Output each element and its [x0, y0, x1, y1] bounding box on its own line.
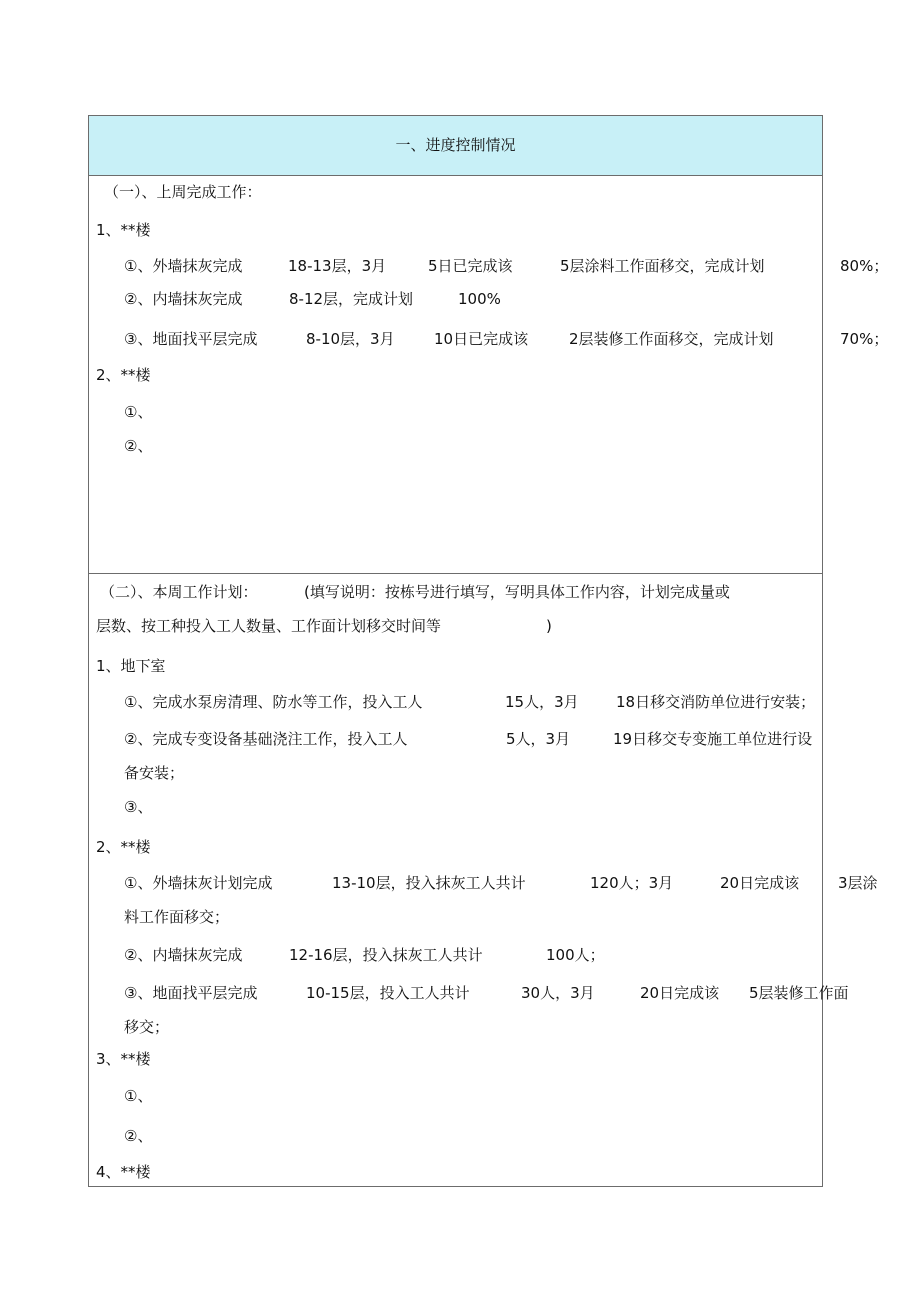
building1-label: 1、**楼: [96, 221, 151, 239]
s2-b2-item1-floors: 13-10层，投入抹灰工人共计: [332, 874, 526, 892]
s1-b1-item2-task: ②、内墙抹灰完成: [124, 290, 243, 308]
s2-bs-item1-workers: 15人，3月: [505, 693, 579, 711]
s2-b2-item3-handover: 5层装修工作面: [749, 984, 849, 1002]
s1-b1-item1-date: 5日已完成该: [428, 257, 513, 275]
s2-b2-item3-floors: 10-15层，投入工人共计: [306, 984, 470, 1002]
s1-b2-item1: ①、: [124, 403, 153, 421]
s2-b2-item1-task: ①、外墙抹灰计划完成: [124, 874, 273, 892]
s2-b2-item2-workers: 100人；: [546, 946, 605, 964]
s1-b1-item1-floors: 18-13层，3月: [288, 257, 387, 275]
s2-building3-label: 3、**楼: [96, 1050, 151, 1068]
s2-b2-item3-workers: 30人，3月: [521, 984, 595, 1002]
page-title: 一、进度控制情况: [395, 136, 516, 154]
s2-building2-label: 2、**楼: [96, 838, 151, 856]
s2-bs-item2-workers: 5人，3月: [506, 730, 571, 748]
s1-b1-item3-task: ③、地面找平层完成: [124, 330, 258, 348]
s1-b1-item1-handover: 5层涂料工作面移交，完成计划: [560, 257, 765, 275]
s1-b2-item2: ②、: [124, 437, 153, 455]
s1-b1-item2-floors: 8-12层，完成计划: [289, 290, 414, 308]
section1-heading: （一）、上周完成工作：: [104, 183, 262, 201]
s1-b1-item3-date: 10日已完成该: [434, 330, 529, 348]
section-divider: [89, 573, 822, 574]
s1-b1-item1-task: ①、外墙抹灰完成: [124, 257, 243, 275]
s2-bs-item1-task: ①、完成水泵房清理、防水等工作，投入工人: [124, 693, 423, 711]
s1-b1-item2-percent: 100%: [458, 290, 501, 308]
s2-bs-item2-task: ②、完成专变设备基础浇注工作，投入工人: [124, 730, 408, 748]
s2-basement-label: 1、地下室: [96, 657, 166, 675]
s2-bs-item2-handover: 19日移交专变施工单位进行设: [613, 730, 813, 748]
s2-b2-item1-date: 20日完成该: [720, 874, 800, 892]
s2-b2-item1-handover: 3层涂: [838, 874, 878, 892]
section2-instructions-close: ): [546, 617, 552, 635]
s2-bs-item3: ③、: [124, 798, 153, 816]
s2-bs-item1-handover: 18日移交消防单位进行安装；: [616, 693, 816, 711]
s2-b2-item1-cont: 料工作面移交；: [124, 908, 230, 926]
s2-b2-item2-task: ②、内墙抹灰完成: [124, 946, 243, 964]
s2-b2-item3-task: ③、地面找平层完成: [124, 984, 258, 1002]
s2-building4-label: 4、**楼: [96, 1163, 151, 1181]
s1-b1-item3-handover: 2层装修工作面移交，完成计划: [569, 330, 774, 348]
s1-b1-item3-floors: 8-10层，3月: [306, 330, 395, 348]
s2-b3-item1: ①、: [124, 1087, 153, 1105]
table-header: [89, 116, 822, 176]
s1-building2-label: 2、**楼: [96, 366, 151, 384]
s1-b1-item3-percent: 70%；: [840, 330, 889, 348]
s2-b3-item2: ②、: [124, 1127, 153, 1145]
section2-instructions: (填写说明：按栋号进行填写，写明具体工作内容，计划完成量或: [304, 583, 730, 601]
section2-instructions-cont: 层数、按工种投入工人数量、工作面计划移交时间等: [96, 617, 442, 635]
s2-b2-item3-date: 20日完成该: [640, 984, 720, 1002]
section2-heading: （二）、本周工作计划：: [100, 583, 258, 601]
s1-b1-item1-percent: 80%；: [840, 257, 889, 275]
s2-b2-item3-cont: 移交；: [124, 1018, 170, 1036]
s2-b2-item1-workers: 120人；3月: [590, 874, 674, 892]
s2-bs-item2-cont: 备安装；: [124, 764, 185, 782]
s2-b2-item2-floors: 12-16层，投入抹灰工人共计: [289, 946, 483, 964]
